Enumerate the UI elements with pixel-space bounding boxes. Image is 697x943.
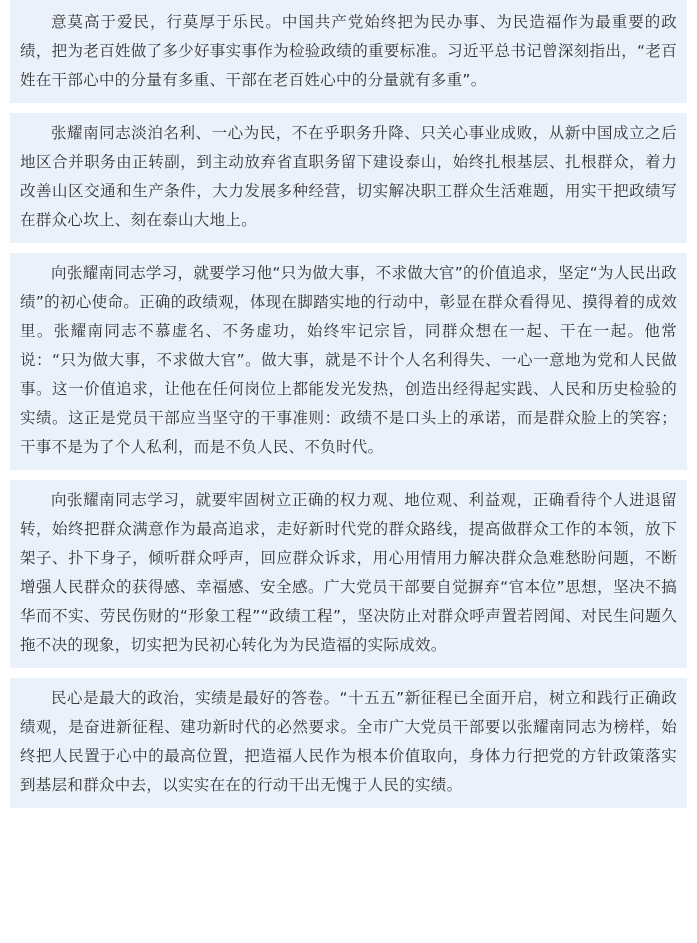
paragraph-text: 意莫高于爱民，行莫厚于乐民。中国共产党始终把为民办事、为民造福作为最重要的政绩，把为老百姓做了多少好事实事作为检验政绩的重要标准。习近平总书记曾深刻指出，“老百姓在干部心中的分量有多重、干部在老百姓心中的分量就有多重”。	[20, 13, 677, 89]
paragraph-text: 民心是最大的政治，实绩是最好的答卷。“十五五”新征程已全面开启，树立和践行正确政绩观，是奋进新征程、建功新时代的必然要求。全市广大党员干部要以张耀南同志为榜样，始终把人民置于心中的最高位置，把造福人民作为根本价值取向，身体力行把党的方针政策落实到基层和群众中去，以实实在在的行动干出无愧于人民的实绩。	[20, 689, 677, 794]
paragraph-text: 向张耀南同志学习，就要牢固树立正确的权力观、地位观、利益观，正确看待个人进退留转，始终把群众满意作为最高追求，走好新时代党的群众路线，提高做群众工作的本领，放下架子、扑下身子，倾听群众呼声，回应群众诉求，用心用情用力解决群众急难愁盼问题，不断增强人民群众的获得感、幸福感、安全感。广大党员干部要自觉摒弃“官本位”思想，坚决不搞华而不实、劳民伤财的“形象工程”“政绩工程”，坚决防止对群众呼声置若罔闻、对民生问题久拖不决的现象，切实把为民初心转化为为民造福的实际成效。	[20, 491, 677, 654]
paragraph-block	[10, 480, 687, 668]
paragraph-text: 张耀南同志淡泊名利、一心为民，不在乎职务升降、只关心事业成败，从新中国成立之后地区合并职务由正转副，到主动放弃省直职务留下建设泰山，始终扎根基层、扎根群众，着力改善山区交通和生产条件，大力发展多种经营，切实解决职工群众生活难题，用实干把政绩写在群众心坎上、刻在泰山大地上。	[20, 124, 677, 229]
paragraph-block	[10, 0, 687, 103]
paragraph-block	[10, 678, 687, 808]
paragraph-block	[10, 113, 687, 243]
paragraph-text: 向张耀南同志学习，就要学习他“只为做大事，不求做大官”的价值追求，坚定“为人民出政绩”的初心使命。正确的政绩观，体现在脚踏实地的行动中，彰显在群众看得见、摸得着的成效里。张耀南同志不慕虚名、不务虚功，始终牢记宗旨，同群众想在一起、干在一起。他常说：“只为做大事，不求做大官”。做大事，就是不计个人名利得失、一心一意地为党和人民做事。这一价值追求，让他在任何岗位上都能发光发热，创造出经得起实践、人民和历史检验的实绩。这正是党员干部应当坚守的干事准则：政绩不是口头上的承诺，而是群众脸上的笑容；干事不是为了个人私利，而是不负人民、不负时代。	[20, 264, 677, 456]
paragraph-block	[10, 253, 687, 470]
